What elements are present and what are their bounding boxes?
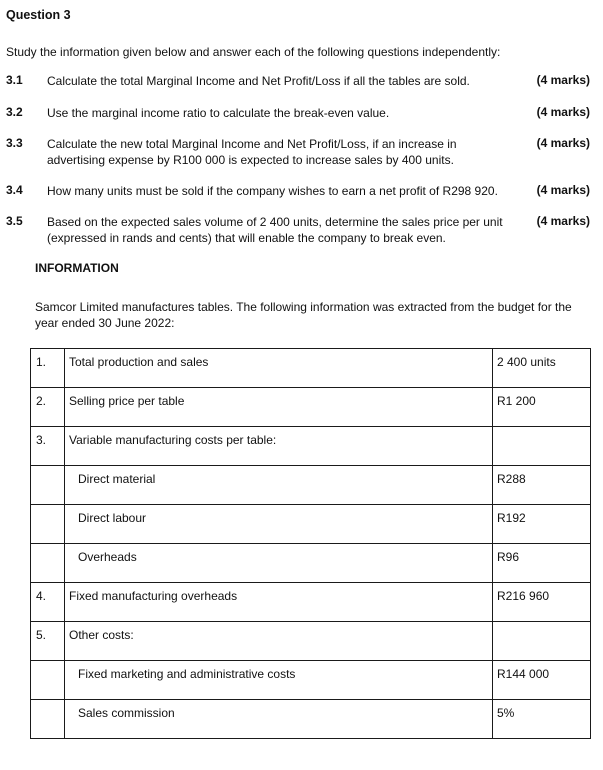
row-number: 2. [36, 394, 47, 408]
table-row [31, 583, 591, 622]
table-row [31, 349, 591, 388]
row-number [31, 661, 64, 667]
question-marks: (4 marks) [536, 136, 590, 150]
row-number [31, 505, 64, 511]
row-description: Direct material [78, 472, 156, 486]
row-description: Other costs: [69, 628, 134, 642]
table-row [31, 388, 591, 427]
row-number-cell [31, 544, 65, 583]
row-description-cell [65, 661, 493, 700]
row-description-cell [65, 388, 493, 427]
row-number: 3. [36, 433, 47, 447]
row-description: Fixed manufacturing overheads [69, 589, 238, 603]
row-value: 5% [497, 706, 515, 720]
row-number-cell [31, 700, 65, 739]
question-number: 3.4 [6, 183, 23, 197]
row-value-cell [493, 700, 591, 739]
question-title: Question 3 [6, 8, 71, 22]
table-row [31, 544, 591, 583]
question-marks: (4 marks) [536, 105, 590, 119]
question-text: Based on the expected sales volume of 2 400 units, determine the sales price per unit (expressed in rands and cents) that will enable the company to break even. [47, 215, 503, 245]
row-description-cell [65, 505, 493, 544]
row-number [31, 466, 64, 472]
row-description: Direct labour [78, 511, 147, 525]
row-description-cell [65, 544, 493, 583]
row-value [493, 622, 590, 628]
row-number: 5. [36, 628, 47, 642]
table-row [31, 700, 591, 739]
row-value: 2 400 units [497, 355, 556, 369]
row-value-cell [493, 622, 591, 661]
question-text: Use the marginal income ratio to calculate the break-even value. [47, 106, 390, 120]
row-description-cell [65, 466, 493, 505]
row-description-cell [65, 700, 493, 739]
row-number-cell [31, 583, 65, 622]
row-value [493, 427, 590, 433]
table-row [31, 505, 591, 544]
row-number [31, 544, 64, 550]
row-value: R216 960 [497, 589, 550, 603]
row-value: R288 [497, 472, 526, 486]
row-description: Total production and sales [69, 355, 209, 369]
row-number-cell [31, 622, 65, 661]
row-description-cell [65, 349, 493, 388]
row-value-cell [493, 583, 591, 622]
question-marks: (4 marks) [536, 183, 590, 197]
row-value-cell [493, 388, 591, 427]
row-number-cell [31, 388, 65, 427]
question-number: 3.3 [6, 136, 23, 150]
row-value-cell [493, 349, 591, 388]
row-number [31, 700, 64, 706]
row-description: Selling price per table [69, 394, 185, 408]
row-description: Variable manufacturing costs per table: [69, 433, 277, 447]
question-marks: (4 marks) [536, 73, 590, 87]
row-value-cell [493, 427, 591, 466]
question-number: 3.5 [6, 214, 23, 228]
table-row [31, 466, 591, 505]
row-number-cell [31, 427, 65, 466]
row-value: R1 200 [497, 394, 536, 408]
row-number-cell [31, 505, 65, 544]
question-number: 3.1 [6, 73, 23, 87]
row-number-cell [31, 349, 65, 388]
row-number: 4. [36, 589, 47, 603]
row-number-cell [31, 466, 65, 505]
row-description: Overheads [78, 550, 137, 564]
row-value-cell [493, 661, 591, 700]
table-row [31, 661, 591, 700]
table-row [31, 427, 591, 466]
row-description: Fixed marketing and administrative costs [78, 667, 296, 681]
row-value: R144 000 [497, 667, 550, 681]
information-heading: INFORMATION [35, 261, 119, 275]
row-number-cell [31, 661, 65, 700]
question-marks: (4 marks) [536, 214, 590, 228]
question-text: Calculate the total Marginal Income and Net Profit/Loss if all the tables are sold. [47, 74, 470, 88]
question-text: Calculate the new total Marginal Income and Net Profit/Loss, if an increase in advertising expense by R100 000 is expected to increase sales by 400 units. [47, 137, 457, 167]
row-value-cell [493, 505, 591, 544]
information-paragraph: Samcor Limited manufactures tables. The following information was extracted from the budget for the year ended 30 June 2022: [35, 300, 572, 330]
row-description: Sales commission [78, 706, 175, 720]
row-value: R192 [497, 511, 526, 525]
row-value-cell [493, 544, 591, 583]
row-description-cell [65, 427, 493, 466]
row-value: R96 [497, 550, 520, 564]
question-number: 3.2 [6, 105, 23, 119]
row-description-cell [65, 583, 493, 622]
question-text: How many units must be sold if the company wishes to earn a net profit of R298 920. [47, 184, 498, 198]
row-number: 1. [36, 355, 47, 369]
row-value-cell [493, 466, 591, 505]
row-description-cell [65, 622, 493, 661]
question-intro: Study the information given below and answer each of the following questions independently: [6, 45, 501, 59]
table-row [31, 622, 591, 661]
information-table [30, 348, 591, 739]
